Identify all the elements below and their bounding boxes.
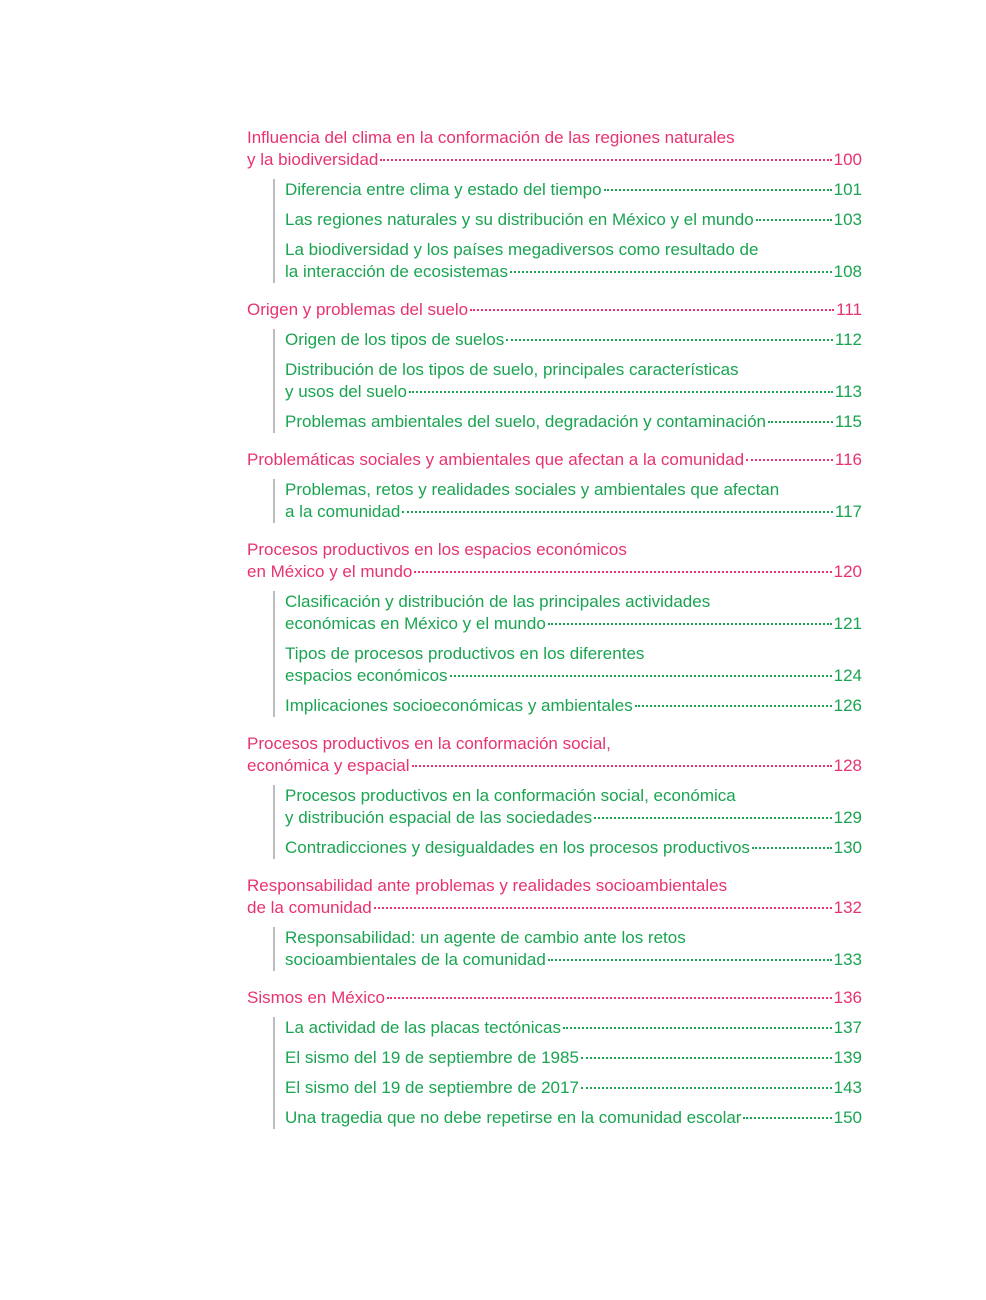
dot-leader [374,907,832,909]
section-heading-title: económica y espacial [247,756,410,775]
dot-leader [635,705,832,707]
section-heading-line [247,987,862,1009]
section-heading-line [247,539,862,561]
subsection-entry-page-number: 137 [833,1018,862,1037]
subsection-entry[interactable] [285,1107,862,1129]
subsection-list [273,479,862,523]
subsection-entry-title: El sismo del 19 de septiembre de 1985 [285,1048,579,1067]
dot-leader [743,1117,831,1119]
toc-section [247,987,862,1129]
section-heading-line [247,149,862,171]
section-heading-page-number: 100 [833,150,862,169]
dot-leader [470,309,834,311]
dot-leader [387,997,832,999]
subsection-entry[interactable] [285,411,862,433]
section-heading-title: en México y el mundo [247,562,413,581]
subsection-entry-line [285,695,862,717]
subsection-list [273,927,862,971]
section-heading[interactable] [247,733,862,777]
section-heading-title: Problemáticas sociales y ambientales que afectan a la comunidad [247,450,745,469]
dot-leader [604,189,832,191]
dot-leader [409,391,833,393]
subsection-entry-page-number: 117 [834,502,862,521]
dot-leader [752,847,832,849]
subsection-entry[interactable] [285,785,862,829]
subsection-entry-page-number: 130 [833,838,862,857]
subsection-entry-title: Distribución de los tipos de suelo, principales características [285,360,739,379]
section-heading-title: y la biodiversidad [247,150,379,169]
subsection-entry-line [285,239,862,261]
subsection-entry-page-number: 101 [833,180,862,199]
subsection-entry-line [285,837,862,859]
section-heading-line [247,561,862,583]
subsection-entry-line [285,949,862,971]
subsection-entry-title: Las regiones naturales y su distribución en México y el mundo [285,210,754,229]
subsection-entry-title: Una tragedia que no debe repetirse en la comunidad escolar [285,1108,742,1127]
dot-leader [581,1087,832,1089]
subsection-entry-title: Clasificación y distribución de las principales actividades [285,592,711,611]
subsection-entry-title: la interacción de ecosistemas [285,262,509,281]
dot-leader [563,1027,832,1029]
subsection-entry-title: a la comunidad [285,502,401,521]
subsection-entry-title: Procesos productivos en la conformación social, económica [285,786,736,805]
toc-section [247,299,862,433]
section-heading-title: Influencia del clima en la conformación de las regiones naturales [247,128,735,147]
subsection-entry-line [285,927,862,949]
subsection-entry-line [285,591,862,613]
section-heading-line [247,875,862,897]
subsection-entry-line [285,411,862,433]
section-heading[interactable] [247,127,862,171]
section-heading-line [247,897,862,919]
subsection-entry-page-number: 103 [833,210,862,229]
dot-leader [506,339,833,341]
subsection-entry-line [285,807,862,829]
section-heading[interactable] [247,449,862,471]
subsection-entry-line [285,613,862,635]
subsection-entry-page-number: 133 [833,950,862,969]
dot-leader [412,765,832,767]
dot-leader [414,571,831,573]
subsection-entry-title: Diferencia entre clima y estado del tiempo [285,180,602,199]
section-heading[interactable] [247,539,862,583]
section-heading-page-number: 132 [833,898,862,917]
section-heading-title: Responsabilidad ante problemas y realidades socioambientales [247,876,728,895]
section-heading-line [247,733,862,755]
subsection-entry-line [285,1077,862,1099]
subsection-entry-line [285,381,862,403]
subsection-entry-line [285,479,862,501]
toc-section [247,449,862,523]
dot-leader [548,623,832,625]
section-heading-line [247,127,862,149]
section-heading-page-number: 116 [834,450,862,469]
subsection-entry[interactable] [285,1047,862,1069]
section-heading-line [247,299,862,321]
section-heading-title: Origen y problemas del suelo [247,300,469,319]
subsection-entry-page-number: 150 [833,1108,862,1127]
subsection-entry[interactable] [285,239,862,283]
subsection-entry[interactable] [285,837,862,859]
subsection-entry-page-number: 113 [834,382,862,401]
dot-leader [746,459,833,461]
subsection-entry-line [285,665,862,687]
subsection-entry-title: y usos del suelo [285,382,407,401]
subsection-entry[interactable] [285,209,862,231]
subsection-entry-line [285,1017,862,1039]
subsection-entry-title: Problemas, retos y realidades sociales y ambientales que afectan [285,480,780,499]
subsection-list [273,1017,862,1129]
table-of-contents [247,127,862,1145]
subsection-entry-page-number: 121 [833,614,862,633]
subsection-entry-title: y distribución espacial de las sociedades [285,808,593,827]
subsection-entry-title: Responsabilidad: un agente de cambio ante los retos [285,928,686,947]
subsection-entry-page-number: 129 [833,808,862,827]
subsection-entry-page-number: 139 [833,1048,862,1067]
dot-leader [756,219,832,221]
dot-leader [581,1057,832,1059]
subsection-entry[interactable] [285,591,862,635]
toc-section [247,127,862,283]
subsection-entry[interactable] [285,927,862,971]
subsection-entry-line [285,179,862,201]
subsection-list [273,591,862,717]
section-heading-page-number: 111 [836,300,862,319]
subsection-entry-title: socioambientales de la comunidad [285,950,546,969]
subsection-entry-title: Problemas ambientales del suelo, degradación y contaminación [285,412,767,431]
section-heading-title: Procesos productivos en la conformación social, [247,734,611,753]
section-heading[interactable] [247,987,862,1009]
dot-leader [768,421,833,423]
subsection-entry-title: Contradicciones y desigualdades en los procesos productivos [285,838,750,857]
subsection-entry-page-number: 124 [833,666,862,685]
subsection-entry-line [285,1047,862,1069]
subsection-list [273,329,862,433]
subsection-entry-page-number: 112 [834,330,862,349]
section-heading-line [247,449,862,471]
section-heading-line [247,755,862,777]
subsection-entry-line [285,329,862,351]
subsection-entry-line [285,785,862,807]
section-heading[interactable] [247,299,862,321]
section-heading-title: de la comunidad [247,898,372,917]
subsection-entry-title: Origen de los tipos de suelos [285,330,505,349]
subsection-entry[interactable] [285,329,862,351]
section-heading[interactable] [247,875,862,919]
section-heading-title: Sismos en México [247,988,385,1007]
subsection-list [273,179,862,283]
subsection-entry-line [285,209,862,231]
subsection-entry[interactable] [285,1017,862,1039]
subsection-entry-title: Implicaciones socioeconómicas y ambientales [285,696,633,715]
subsection-entry-title: Tipos de procesos productivos en los diferentes [285,644,645,663]
subsection-entry-page-number: 126 [833,696,862,715]
subsection-entry[interactable] [285,479,862,523]
toc-section [247,875,862,971]
subsection-entry[interactable] [285,695,862,717]
subsection-entry-line [285,359,862,381]
subsection-entry[interactable] [285,359,862,403]
dot-leader [380,159,831,161]
subsection-entry-title: La biodiversidad y los países megadiversos como resultado de [285,240,759,259]
dot-leader [402,511,833,513]
subsection-entry-title: La actividad de las placas tectónicas [285,1018,561,1037]
subsection-entry-page-number: 108 [833,262,862,281]
subsection-entry-page-number: 143 [833,1078,862,1097]
subsection-entry-title: El sismo del 19 de septiembre de 2017 [285,1078,579,1097]
subsection-entry-line [285,501,862,523]
subsection-entry[interactable] [285,643,862,687]
toc-section [247,733,862,859]
dot-leader [510,271,832,273]
toc-section [247,539,862,717]
subsection-entry-line [285,261,862,283]
subsection-entry-title: económicas en México y el mundo [285,614,546,633]
subsection-entry-page-number: 115 [834,412,862,431]
subsection-entry-title: espacios económicos [285,666,448,685]
section-heading-page-number: 136 [833,988,862,1007]
subsection-entry-line [285,643,862,665]
section-heading-page-number: 128 [833,756,862,775]
dot-leader [548,959,832,961]
dot-leader [450,675,832,677]
dot-leader [594,817,832,819]
subsection-list [273,785,862,859]
subsection-entry-line [285,1107,862,1129]
subsection-entry[interactable] [285,179,862,201]
section-heading-page-number: 120 [833,562,862,581]
subsection-entry[interactable] [285,1077,862,1099]
section-heading-title: Procesos productivos en los espacios económicos [247,540,627,559]
